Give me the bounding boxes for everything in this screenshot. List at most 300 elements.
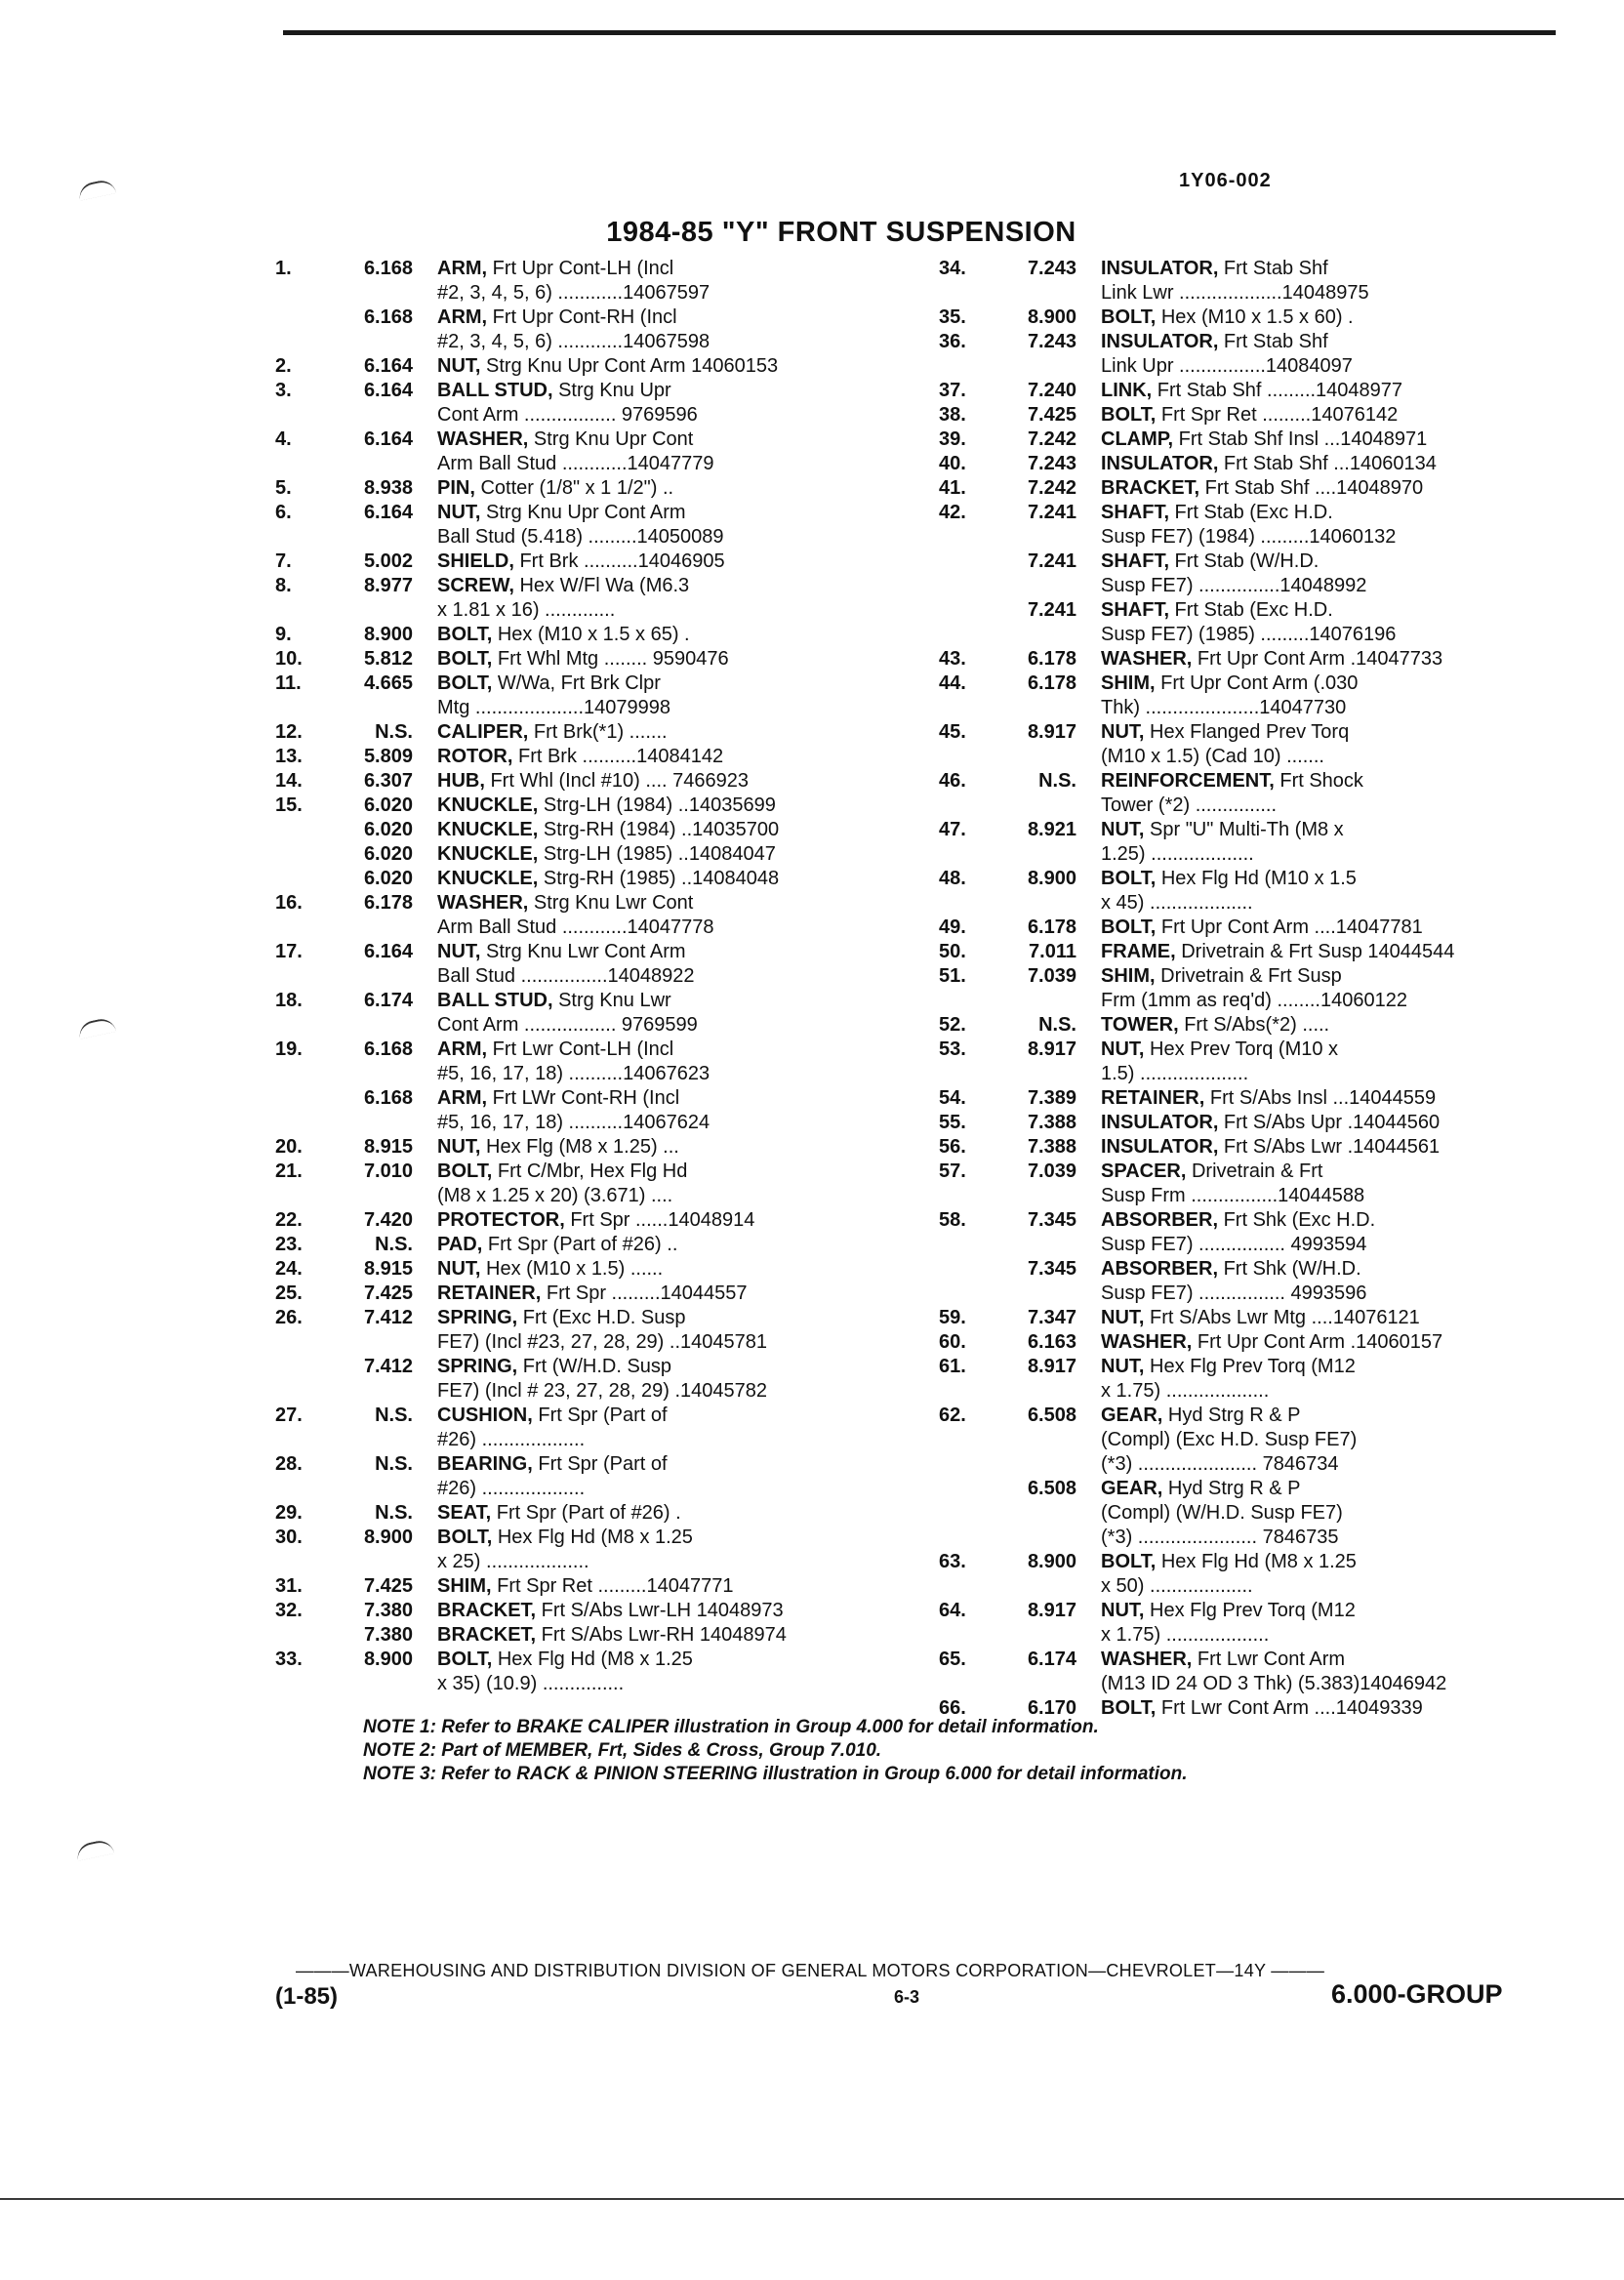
part-name: ARM, [437,258,488,279]
part-description [1101,745,1563,769]
part-description [1101,1257,1563,1282]
item-number: 12. [275,721,303,743]
part-description [1101,428,1563,452]
part-name: PROTECTOR, [437,1209,565,1231]
group-number: 6.174 [363,990,413,1011]
part-description [437,1257,890,1282]
part-description [437,1428,890,1452]
part-detail: Frt Stab Shf [1218,331,1328,352]
part-description [1101,574,1563,598]
part-description [437,940,890,964]
part-description [437,1282,890,1306]
part-description [1101,794,1563,818]
item-number: 50. [939,941,966,962]
parts-list-left [275,257,890,1696]
part-detail: (M8 x 1.25 x 20) (3.671) .... [437,1185,673,1206]
item-number [275,842,331,867]
part-detail: Frt Whl (Incl #10) .... 7466923 [484,770,750,792]
footer-publisher-line: ———WAREHOUSING AND DISTRIBUTION DIVISION OF GENERAL MOTORS CORPORATION—CHEVROLET—14Y ——— [296,1961,1325,1980]
parts-row [275,1208,890,1233]
part-detail: Hex Flg Prev Torq (M12 [1144,1600,1356,1621]
part-detail: x 1.75) ................... [1101,1380,1270,1402]
part-detail: Hex Flg (M8 x 1.25) ... [480,1136,679,1158]
group-number: N.S. [375,721,413,743]
part-detail: Strg Knu Lwr Cont Arm [480,941,686,962]
group-number: 7.412 [363,1307,413,1328]
parts-row [275,501,890,525]
item-number: 21. [275,1160,303,1182]
part-name: NUT, [437,941,481,962]
part-description [1101,1428,1563,1452]
group-number [995,1428,1101,1452]
item-number: 36. [939,331,966,352]
item-number: 64. [939,1600,966,1621]
parts-row [939,1038,1563,1062]
parts-row [275,1379,890,1404]
item-number [939,281,995,305]
part-description [1101,379,1563,403]
part-detail: (Compl) (Exc H.D. Susp FE7) [1101,1429,1358,1450]
item-number [939,745,995,769]
group-number: 6.164 [363,502,413,523]
parts-row [939,1404,1563,1428]
group-number: 7.039 [1027,965,1076,987]
footer-date: (1-85) [275,1983,339,2010]
part-detail: Frt Shock [1274,770,1363,792]
item-number [939,354,995,379]
part-detail: Frt (Exc H.D. Susp [517,1307,686,1328]
part-name: REINFORCEMENT, [1101,770,1275,792]
group-number: 8.917 [1027,1356,1076,1377]
parts-row [275,550,890,574]
group-number [331,452,437,476]
group-number: 7.388 [1027,1136,1076,1158]
part-detail: Frt Brk ..........14046905 [513,550,725,572]
item-number: 57. [939,1160,966,1182]
part-name: NUT, [1101,1600,1145,1621]
parts-row [939,1574,1563,1599]
binder-mark-3 [75,1838,114,1861]
footer-group: 6.000-GROUP [1331,1979,1503,2009]
item-number [939,1257,995,1282]
part-detail: Frt Whl Mtg ........ 9590476 [492,648,729,670]
part-detail: Frt Stab Shf [1218,258,1328,279]
group-number: 7.010 [363,1160,413,1182]
item-number: 53. [939,1038,966,1060]
parts-row [939,354,1563,379]
group-number: 6.168 [363,306,413,328]
part-description [1101,305,1563,330]
part-name: BOLT, [1101,1551,1157,1572]
part-description [437,964,890,989]
part-description [1101,1550,1563,1574]
part-detail: Susp Frm ................14044588 [1101,1185,1365,1206]
group-number: 6.168 [363,258,413,279]
part-detail: Strg-RH (1984) ..14035700 [538,819,780,840]
part-name: GEAR, [1101,1478,1163,1499]
parts-row [939,1526,1563,1550]
part-description [1101,891,1563,916]
item-number [275,1550,331,1574]
part-description [437,1355,890,1379]
part-description [1101,1574,1563,1599]
part-description [437,330,890,354]
item-number [275,964,331,989]
part-name: LINK, [1101,380,1153,401]
item-number: 33. [275,1649,303,1670]
group-number: 6.170 [1027,1697,1076,1719]
part-description [437,818,890,842]
group-number: 8.900 [1027,306,1076,328]
part-name: ARM, [437,306,488,328]
part-detail: Link Upr ................14084097 [1101,355,1353,377]
part-description [437,1599,890,1623]
parts-row [275,1550,890,1574]
item-number: 46. [939,770,966,792]
parts-row [275,403,890,428]
part-description [437,720,890,745]
item-number: 32. [275,1600,303,1621]
parts-row [275,818,890,842]
part-name: INSULATOR, [1101,453,1219,474]
item-number [275,403,331,428]
part-detail: Frt Upr Cont-LH (Incl [487,258,674,279]
part-name: BOLT, [437,648,493,670]
part-detail: Ball Stud (5.418) .........14050089 [437,526,724,548]
part-name: SCREW, [437,575,514,596]
part-name: SHIELD, [437,550,514,572]
parts-row [275,769,890,794]
part-description [1101,1062,1563,1086]
part-description [437,1306,890,1330]
part-description [437,379,890,403]
group-number [995,1282,1101,1306]
part-description [1101,1208,1563,1233]
item-number [275,452,331,476]
group-number: 6.164 [363,355,413,377]
part-name: BALL STUD, [437,380,553,401]
part-detail: Susp FE7) ................ 4993594 [1101,1234,1367,1255]
part-detail: Strg-LH (1985) ..14084047 [538,843,776,865]
parts-row [939,989,1563,1013]
item-number: 44. [939,672,966,694]
part-detail: Arm Ball Stud ............14047778 [437,916,714,938]
parts-row [939,1379,1563,1404]
item-number [939,1184,995,1208]
item-number: 4. [275,428,292,450]
part-detail: Thk) .....................14047730 [1101,697,1347,718]
note-1: NOTE 1: Refer to BRAKE CALIPER illustration in Group 4.000 for detail information. [363,1717,1099,1737]
group-number [995,354,1101,379]
item-number: 39. [939,428,966,450]
group-number: 6.164 [363,380,413,401]
part-name: ARM, [437,1087,488,1109]
item-number [939,1574,995,1599]
item-number: 8. [275,575,292,596]
parts-row [275,354,890,379]
group-number: 8.917 [1027,721,1076,743]
item-number [939,1501,995,1526]
parts-row [939,1623,1563,1648]
part-description [1101,1526,1563,1550]
group-number: 7.240 [1027,380,1076,401]
group-number [331,1550,437,1574]
parts-row [939,794,1563,818]
part-description [1101,1379,1563,1404]
group-number [331,403,437,428]
item-number: 31. [275,1575,303,1597]
part-description [1101,1111,1563,1135]
parts-row [275,964,890,989]
group-number: 7.011 [1029,941,1076,962]
part-detail: #5, 16, 17, 18) ..........14067624 [437,1112,710,1133]
part-name: BOLT, [1101,306,1157,328]
item-number [275,525,331,550]
part-description [1101,1404,1563,1428]
part-description [1101,964,1563,989]
group-number: 7.380 [363,1624,413,1646]
item-number: 49. [939,916,966,938]
item-number: 23. [275,1234,303,1255]
part-detail: 1.25) ................... [1101,843,1254,865]
group-number: 7.243 [1027,453,1076,474]
part-description [437,1086,890,1111]
group-number: 5.809 [363,746,413,767]
part-description [1101,1623,1563,1648]
part-detail: Frt Spr (Part of #26) . [491,1502,681,1524]
group-number [995,525,1101,550]
part-detail: Frt Spr ......14048914 [564,1209,755,1231]
parts-row [275,891,890,916]
parts-row [939,1184,1563,1208]
item-number: 52. [939,1014,966,1036]
part-detail: Cont Arm ................. 9769599 [437,1014,698,1036]
part-description [437,574,890,598]
part-description [437,672,890,696]
part-detail: Strg Knu Upr Cont [528,428,694,450]
part-detail: FE7) (Incl # 23, 27, 28, 29) .14045782 [437,1380,767,1402]
item-number [275,818,331,842]
parts-row [275,428,890,452]
group-number: 6.178 [1027,672,1076,694]
part-description [437,1477,890,1501]
part-description [437,842,890,867]
group-number: 7.241 [1027,599,1076,621]
part-name: INSULATOR, [1101,331,1219,352]
group-number: 7.425 [1027,404,1076,426]
parts-row [275,696,890,720]
parts-row [939,1160,1563,1184]
parts-row [275,623,890,647]
top-rule [283,30,1556,35]
part-name: WASHER, [1101,648,1193,670]
group-number: 4.665 [363,672,413,694]
part-description [1101,1306,1563,1330]
part-detail: Frt Lwr Cont Arm ....14049339 [1156,1697,1423,1719]
part-description [1101,525,1563,550]
item-number [939,1062,995,1086]
part-detail: Frt Brk(*1) ....... [528,721,668,743]
part-name: BOLT, [437,1649,493,1670]
part-detail: Frt Stab Shf ....14048970 [1199,477,1424,499]
part-detail: x 45) ................... [1101,892,1253,914]
group-number: 8.938 [363,477,413,499]
item-number: 15. [275,794,303,816]
part-detail: Frt Spr (Part of #26) .. [482,1234,678,1255]
group-number: 8.900 [363,1527,413,1548]
part-description [437,867,890,891]
part-detail: Frt Lwr Cont-LH (Incl [487,1038,674,1060]
part-detail: Frt (W/H.D. Susp [517,1356,672,1377]
item-number: 35. [939,306,966,328]
part-name: BOLT, [1101,1697,1157,1719]
parts-row [275,1404,890,1428]
parts-row [939,330,1563,354]
part-name: WASHER, [437,892,529,914]
group-number: 8.900 [1027,868,1076,889]
part-detail: Susp FE7) (1984) .........14060132 [1101,526,1397,548]
group-number [331,1428,437,1452]
part-description [437,1184,890,1208]
part-detail: x 1.81 x 16) ............. [437,599,616,621]
part-description [437,305,890,330]
part-description [1101,257,1563,281]
group-number: 6.178 [1027,648,1076,670]
part-description [1101,989,1563,1013]
item-number: 63. [939,1551,966,1572]
part-name: BRACKET, [1101,477,1200,499]
item-number [939,891,995,916]
part-description [1101,647,1563,672]
part-description [437,525,890,550]
group-number: 6.164 [363,941,413,962]
part-detail: #5, 16, 17, 18) ..........14067623 [437,1063,710,1084]
part-detail: Hex Flg Prev Torq (M12 [1144,1356,1356,1377]
part-description [1101,330,1563,354]
part-detail: Hex (M10 x 1.5) ...... [480,1258,664,1280]
parts-row [939,501,1563,525]
parts-row [939,1355,1563,1379]
part-detail: Frt Spr (Part of [532,1405,668,1426]
part-detail: Hyd Strg R & P [1162,1405,1301,1426]
part-description [437,281,890,305]
group-number [995,1062,1101,1086]
group-number [331,916,437,940]
item-number [275,867,331,891]
group-number: 7.243 [1027,258,1076,279]
item-number: 16. [275,892,303,914]
group-number [995,1501,1101,1526]
item-number [275,1184,331,1208]
part-description [1101,672,1563,696]
item-number [939,1379,995,1404]
parts-row [939,1452,1563,1477]
part-name: BOLT, [1101,404,1157,426]
parts-row [939,1599,1563,1623]
group-number: 6.163 [1027,1331,1076,1353]
item-number: 59. [939,1307,966,1328]
parts-row [939,1257,1563,1282]
item-number [275,1477,331,1501]
item-number: 6. [275,502,292,523]
item-number [939,1623,995,1648]
parts-row [939,1282,1563,1306]
item-number [939,696,995,720]
group-number: 7.241 [1027,502,1076,523]
group-number [331,1330,437,1355]
part-detail: W/Wa, Frt Brk Clpr [492,672,661,694]
part-detail: Frt Stab Shf Insl ...14048971 [1173,428,1428,450]
part-detail: Frt Stab Shf .........14048977 [1152,380,1403,401]
part-detail: Frt Stab Shf ...14060134 [1218,453,1437,474]
part-detail: Strg Knu Lwr Cont [528,892,694,914]
part-description [437,1550,890,1574]
part-description [1101,1501,1563,1526]
group-number: 7.389 [1027,1087,1076,1109]
item-number: 19. [275,1038,303,1060]
part-description [1101,1135,1563,1160]
part-description [1101,1452,1563,1477]
parts-row [275,940,890,964]
part-detail: Susp FE7) ................ 4993596 [1101,1282,1367,1304]
group-number [331,330,437,354]
group-number [331,1184,437,1208]
group-number [331,598,437,623]
group-number [331,1477,437,1501]
item-number: 25. [275,1282,303,1304]
part-name: KNUCKLE, [437,819,539,840]
group-number: 6.020 [363,819,413,840]
parts-row [275,1160,890,1184]
group-number: 8.900 [363,1649,413,1670]
part-name: BOLT, [1101,868,1157,889]
part-name: BOLT, [437,1527,493,1548]
part-description [1101,696,1563,720]
part-detail: Frt Spr Ret .........14076142 [1156,404,1399,426]
group-number: 7.425 [363,1282,413,1304]
parts-row [939,1062,1563,1086]
part-detail: (Compl) (W/H.D. Susp FE7) [1101,1502,1343,1524]
page-title: 1984-85 "Y" FRONT SUSPENSION [606,217,1076,248]
item-number: 5. [275,477,292,499]
item-number: 40. [939,453,966,474]
part-detail: Mtg ....................14079998 [437,697,671,718]
part-detail: Drivetrain & Frt Susp [1155,965,1342,987]
item-number: 66. [939,1697,966,1719]
item-number: 62. [939,1405,966,1426]
item-number [275,598,331,623]
parts-row [275,867,890,891]
group-number: 5.002 [363,550,413,572]
part-detail: Frt Lwr Cont Arm [1192,1649,1346,1670]
parts-row [275,1282,890,1306]
group-number: 8.900 [1027,1551,1076,1572]
item-number: 43. [939,648,966,670]
part-name: INSULATOR, [1101,258,1219,279]
parts-row [939,842,1563,867]
group-number: N.S. [375,1502,413,1524]
part-name: SHAFT, [1101,502,1169,523]
parts-row [275,1013,890,1038]
group-number [331,1062,437,1086]
item-number [939,842,995,867]
part-description [1101,1013,1563,1038]
part-description [437,550,890,574]
item-number: 28. [275,1453,303,1475]
part-detail: Cont Arm ................. 9769596 [437,404,698,426]
part-detail: Tower (*2) ............... [1101,794,1278,816]
parts-row [275,1306,890,1330]
